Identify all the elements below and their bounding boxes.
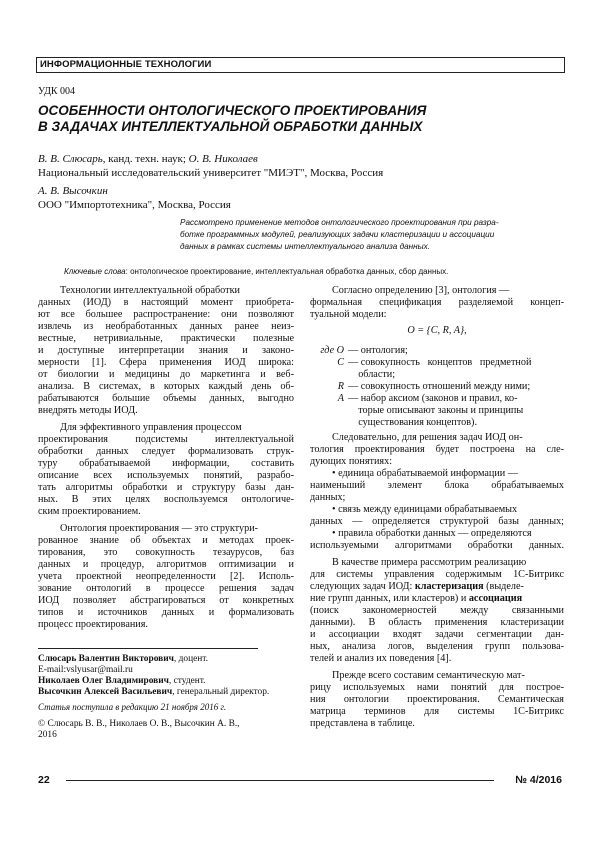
text-line: от биологии и медицины до маркетинга и веб-: [38, 369, 294, 380]
text-line: ют все большее распространение: они позволяют: [38, 309, 294, 320]
text-line: ных, анализа логов, выделения групп пользова-: [310, 641, 564, 652]
abstract: [180, 217, 560, 253]
text-line: рицу используемых нами понятий для построе-: [310, 682, 564, 693]
text-line: [310, 593, 564, 605]
author-info-line: [38, 676, 294, 687]
text-line: (поиск закономерностей между связанными: [310, 605, 564, 616]
udk-code: УДК 004: [38, 86, 76, 97]
definition-symbol: [310, 405, 348, 417]
text-line: вестные, нетривиальные, практически полезные: [38, 333, 294, 344]
text-line: процесс проектирования.: [38, 619, 148, 630]
text-line: Следовательно, для решения задач ИОД он-: [332, 432, 523, 443]
text-line: мерности [1]. Сфера применения ИОД широка:: [38, 357, 294, 368]
definitions-list: [310, 345, 564, 429]
keywords: [64, 267, 448, 276]
author-role: , генеральный директор.: [172, 687, 270, 697]
keywords-label: Ключевые слова: [64, 267, 126, 276]
text-line: Прежде всего составим семантическую мат-: [332, 670, 525, 681]
definition-text: торые описывают законы и принципы: [348, 405, 524, 416]
text-line: данных — определяется структурой базы данных;: [310, 516, 564, 527]
text-line: ским проектированием.: [38, 506, 141, 517]
article-title: [38, 103, 558, 135]
text-line: представлена в таблице.: [310, 718, 415, 729]
text-line: Для эффективного управления процессом: [60, 422, 242, 433]
text-line: используемыми алгоритмами обработки данных.: [310, 540, 564, 551]
text-line: матрица терминов для системы 1С-Битрикс: [310, 706, 564, 717]
authors-line-1: [38, 152, 563, 166]
text-line: тать алгоритмы обработки и структуру базы дан-: [38, 482, 294, 493]
author-role: E-mail:vslyusar@mail.ru: [38, 665, 133, 675]
affiliation-1: Национальный исследовательский университет "МИЭТ", Москва, Россия: [38, 167, 384, 179]
body-right-column: [310, 285, 564, 730]
text-line: туальной модели:: [310, 309, 387, 320]
author-info-line: [38, 654, 294, 665]
author-info-line: [38, 665, 294, 676]
body-left-column: [38, 285, 294, 631]
definition-symbol: C: [337, 357, 344, 368]
copyright: [38, 719, 278, 741]
author-info: [38, 654, 294, 698]
text-span: ние групп данных, или кластеров) и: [310, 593, 469, 604]
author-full-name: Слюсарь Валентин Викторович: [38, 654, 174, 664]
definition-text: области;: [348, 369, 396, 380]
text-line: описание всех используемых понятий, разрабо-: [38, 470, 294, 481]
text-line: Технологии интеллектуальной обработки: [60, 285, 240, 296]
definition-row: [310, 345, 564, 357]
author-role: , студент.: [168, 676, 206, 686]
definition-symbol: где O: [320, 345, 344, 356]
author-names: А. В. Высочкин: [38, 185, 108, 197]
definition-row: [310, 405, 564, 417]
author-degree: , канд. техн. наук;: [102, 153, 189, 165]
definition-symbol: [310, 369, 348, 381]
text-line: Онтология проектирования — это структури-: [60, 523, 259, 534]
text-span: (выделе-: [483, 581, 524, 592]
text-line: • единица обрабатываемой информации —: [332, 468, 518, 479]
definition-row: [310, 417, 564, 429]
text-line: типов и источников данных и формализовать: [38, 607, 294, 618]
text-line: ных. В этих целях воспользуемся онтологиче-: [38, 494, 294, 505]
footer-rule: [66, 780, 494, 781]
text-line: В качестве примера рассмотрим реализацию: [332, 557, 527, 568]
article-title-line: В ЗАДАЧАХ ИНТЕЛЛЕКТУАЛЬНОЙ ОБРАБОТКИ ДАННЫХ: [38, 119, 423, 134]
definition-symbol: R: [337, 381, 344, 392]
text-line: учета проектной неопределенности [2]. Исполь-: [38, 571, 294, 582]
text-line: данных;: [310, 492, 346, 503]
author-info-line: [38, 687, 294, 698]
author-names: В. В. Слюсарь: [38, 153, 103, 165]
abstract-line: ботке программных модулей, реализующих задачи кластеризации и ассоциации: [180, 230, 495, 239]
text-line: и доступные интерпретации знания и законо-: [38, 345, 294, 356]
bold-term: кластеризация: [414, 581, 484, 592]
abstract-line: данных в рамках системы интеллектуального анализа данных.: [180, 242, 431, 251]
affiliation-2: ООО "Импортотехника", Москва, Россия: [38, 199, 231, 211]
text-line: [310, 581, 564, 593]
signature-divider: [38, 648, 258, 649]
definition-row: [310, 381, 564, 393]
text-line: ИОД позволяет абстрагироваться от конкретных: [38, 595, 294, 606]
text-line: данными). В область применения кластеризации: [310, 617, 564, 628]
text-line: рабатываются большие объемы данных, выгодно: [38, 393, 294, 404]
author-full-name: Высочкин Алексей Васильевич: [38, 687, 173, 697]
definition-text: — набор аксиом (законов и правил, ко-: [348, 393, 518, 404]
copyright-line: 2016: [38, 730, 57, 740]
issue-number: № 4/2016: [515, 774, 562, 786]
author-names: О. В. Николаев: [188, 153, 258, 165]
text-line: проектирования подсистемы интеллектуальной: [38, 434, 294, 445]
text-line: ния онтологии проектирования. Семантическая: [310, 694, 564, 705]
bold-term: ассоциация: [468, 593, 523, 604]
definition-symbol: A: [337, 393, 344, 404]
text-line: наименьший элемент блока обрабатываемых: [310, 480, 564, 491]
text-line: обработки данных следует формализовать струк-: [38, 446, 294, 457]
text-line: туру обрабатываемой информации, составить: [38, 458, 294, 469]
text-line: • правила обработки данных — определяются: [332, 528, 532, 539]
text-line: тирования, это совокупность тезаурусов, баз: [38, 547, 294, 558]
text-line: зование онтологий в процессе решения задач: [38, 583, 294, 594]
text-line: рованное знание об объектах и методах проек-: [38, 535, 294, 546]
abstract-line: Рассмотрено применение методов онтологического проектирования при разра-: [180, 218, 499, 227]
keywords-text: : онтологическое проектирование, интеллектуальная обработка данных, сбор данных.: [125, 267, 449, 276]
definition-text: — совокупность концептов предметной: [348, 357, 532, 368]
right-body: [310, 432, 564, 730]
definition-text: — онтология;: [348, 345, 408, 356]
received-date: Статья поступила в редакцию 21 ноября 2016 г.: [38, 702, 227, 712]
text-line: и ассоциации входят задачи сегментации дан-: [310, 629, 564, 640]
page-number: 22: [38, 774, 50, 786]
definition-text: существования концептов).: [348, 417, 477, 428]
right-intro: [310, 285, 564, 321]
text-line: • связь между единицами обрабатываемых: [332, 504, 518, 515]
text-line: данных и процедур, алгоритмов оптимизации и: [38, 559, 294, 570]
text-line: формальная спецификация разделяемой концеп-: [310, 297, 564, 308]
text-line: извлечь из необработанных данных ранее неиз-: [38, 321, 294, 332]
ontology-formula: O = {C, R, A},: [407, 325, 467, 336]
authors-line-2: [38, 184, 563, 198]
text-line: Согласно определению [3], онтология —: [332, 285, 510, 296]
text-line: анализа. В системах, в которых каждый день об-: [38, 381, 294, 392]
definition-row: [310, 357, 564, 369]
text-line: дующих понятиях:: [310, 456, 393, 467]
text-line: внедрять методы ИОД.: [38, 405, 138, 416]
copyright-line: © Слюсарь В. В., Николаев О. В., Высочкин А. В.,: [38, 719, 240, 729]
text-line: данных (ИОД) в настоящий момент приобрета-: [38, 297, 294, 308]
text-span: следующих задач ИОД:: [310, 581, 415, 592]
section-header: ИНФОРМАЦИОННЫЕ ТЕХНОЛОГИИ: [40, 59, 212, 70]
definition-text: — совокупность отношений между ними;: [348, 381, 531, 392]
text-line: тология проектирования будет построена на сле-: [310, 444, 564, 455]
author-role: , доцент.: [173, 654, 208, 664]
text-line: для системы управления содержимым 1С-Битрикс: [310, 569, 564, 580]
text-line: телей и анализ их поведения [4].: [310, 653, 452, 664]
article-title-line: ОСОБЕННОСТИ ОНТОЛОГИЧЕСКОГО ПРОЕКТИРОВАНИЯ: [38, 103, 427, 118]
definition-row: [310, 369, 564, 381]
definition-symbol: [310, 417, 348, 429]
definition-row: [310, 393, 564, 405]
author-full-name: Николаев Олег Владимирович: [38, 676, 169, 686]
